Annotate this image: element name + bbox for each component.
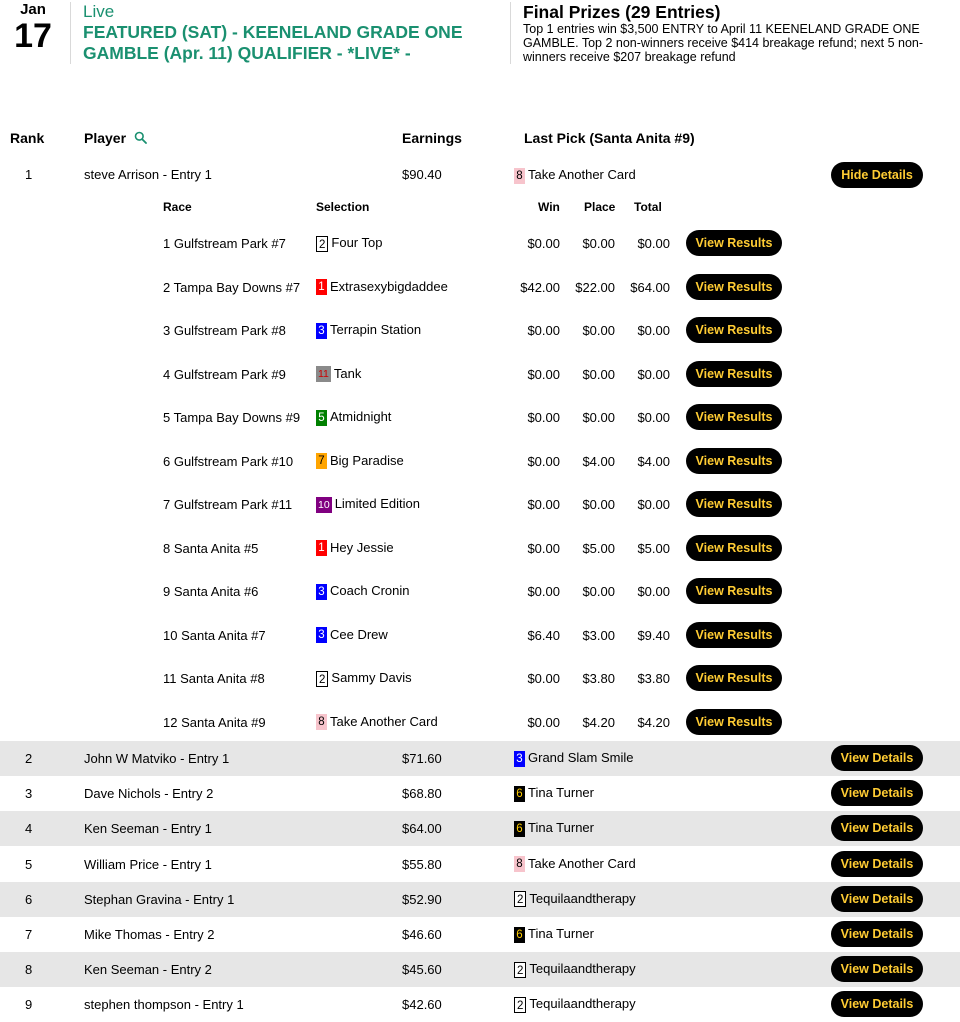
race-detail-row: [0, 578, 960, 604]
post-position-badge: 8: [514, 856, 525, 872]
view-results-button[interactable]: View Results: [686, 709, 782, 735]
horse-name: Atmidnight: [330, 409, 392, 424]
total-amount: $5.00: [637, 540, 670, 556]
last-pick-cell: [514, 961, 636, 978]
view-details-button[interactable]: View Details: [831, 780, 923, 806]
view-results-button[interactable]: View Results: [686, 274, 782, 300]
view-details-button[interactable]: View Details: [831, 921, 923, 947]
table-row[interactable]: [0, 882, 960, 917]
hide-details-button[interactable]: Hide Details: [831, 162, 923, 188]
search-icon[interactable]: [134, 131, 147, 144]
view-details-button[interactable]: View Details: [831, 815, 923, 841]
last-pick-cell: [514, 996, 636, 1013]
rank-cell: 1: [25, 167, 33, 182]
horse-name: Big Paradise: [330, 452, 404, 468]
win-amount: $0.00: [527, 714, 560, 730]
player-column-label: Player: [84, 130, 127, 146]
win-amount: $6.40: [527, 627, 560, 643]
player-name: Ken Seeman - Entry 2: [84, 962, 212, 978]
race-name: 4 Gulfstream Park #9: [163, 366, 286, 382]
race-detail-row: [0, 404, 960, 430]
total-amount: $4.20: [637, 714, 670, 730]
selection-cell: [316, 366, 361, 383]
prizes-heading: Final Prizes (29 Entries): [523, 2, 721, 22]
race-name: 2 Tampa Bay Downs #7: [163, 279, 301, 295]
total-amount: $4.00: [637, 453, 670, 469]
horse-name: Tina Turner: [528, 926, 594, 941]
view-results-button[interactable]: View Results: [686, 230, 782, 256]
post-position-badge: 8: [316, 714, 327, 730]
player-name: John W Matviko - Entry 1: [84, 751, 230, 766]
place-amount: $0.00: [582, 236, 615, 251]
prizes-block: [510, 2, 953, 64]
rank-cell: 4: [25, 821, 33, 837]
last-pick-cell: [514, 167, 636, 184]
horse-name: Extrasexybigdaddee: [330, 278, 448, 294]
last-pick-cell: [514, 891, 636, 908]
rank-cell: 5: [25, 856, 33, 872]
live-status: Live: [83, 2, 115, 21]
selection-cell: [316, 322, 421, 339]
post-position-badge: 2: [514, 962, 526, 978]
race-detail-row: [0, 665, 960, 691]
win-amount: $0.00: [527, 366, 560, 382]
rank-cell: 3: [25, 786, 33, 802]
post-position-badge: 3: [316, 584, 327, 600]
view-results-button[interactable]: View Results: [686, 535, 782, 561]
view-details-button[interactable]: View Details: [831, 745, 923, 771]
last-pick-cell: [514, 750, 633, 767]
total-subheader: Total: [634, 200, 662, 214]
post-position-badge: 8: [514, 168, 525, 184]
view-details-button[interactable]: View Details: [831, 851, 923, 877]
view-details-button[interactable]: View Details: [831, 886, 923, 912]
post-position-badge: 3: [316, 323, 327, 339]
rank-cell: 7: [25, 927, 33, 942]
place-amount: $0.00: [582, 323, 615, 338]
post-position-badge: 3: [514, 751, 525, 767]
total-amount: $0.00: [637, 236, 670, 251]
race-name: 8 Santa Anita #5: [163, 540, 259, 556]
player-name: William Price - Entry 1: [84, 856, 212, 872]
earnings-cell: $42.60: [402, 997, 442, 1013]
horse-name: Cee Drew: [330, 626, 388, 642]
selection-cell: [316, 279, 448, 296]
table-row[interactable]: [0, 847, 960, 882]
post-position-badge: 5: [316, 410, 327, 426]
race-name: 3 Gulfstream Park #8: [163, 323, 286, 338]
table-row[interactable]: [0, 811, 960, 846]
place-amount: $0.00: [582, 410, 615, 425]
horse-name: Tequilaandtherapy: [529, 996, 636, 1012]
place-amount: $3.00: [582, 627, 615, 643]
horse-name: Tina Turner: [528, 820, 594, 836]
race-name: 9 Santa Anita #6: [163, 584, 259, 599]
earnings-cell: $52.90: [402, 891, 442, 907]
race-name: 7 Gulfstream Park #11: [163, 497, 293, 512]
place-amount: $0.00: [582, 366, 615, 382]
horse-name: Limited Edition: [334, 496, 420, 511]
total-amount: $0.00: [637, 497, 670, 512]
table-row[interactable]: [0, 952, 960, 987]
view-details-button[interactable]: View Details: [831, 991, 923, 1017]
last-pick-cell: [514, 820, 594, 837]
rank-cell: 8: [25, 962, 33, 978]
win-amount: $0.00: [527, 453, 560, 469]
win-subheader: Win: [538, 200, 560, 214]
win-amount: $0.00: [527, 671, 560, 686]
place-amount: $4.00: [582, 453, 615, 469]
selection-cell: [316, 496, 420, 513]
horse-name: Tank: [333, 365, 362, 381]
player-column-header: [84, 130, 147, 146]
rank-cell: 2: [25, 751, 33, 766]
view-results-button[interactable]: View Results: [686, 665, 782, 691]
earnings-cell: $68.80: [402, 786, 442, 802]
race-name: 6 Gulfstream Park #10: [163, 453, 294, 469]
table-row[interactable]: [0, 917, 960, 952]
post-position-badge: 10: [318, 498, 330, 511]
post-position-badge: 3: [316, 627, 327, 643]
post-position-badge: 2: [514, 997, 526, 1013]
player-name: Stephan Gravina - Entry 1: [84, 891, 235, 907]
horse-name: Tequilaandtherapy: [529, 890, 636, 906]
race-detail-row: [0, 535, 960, 561]
race-detail-row: [0, 317, 960, 343]
post-position-badge: 6: [514, 821, 525, 837]
selection-cell: [316, 235, 382, 252]
earnings-cell: $55.80: [402, 856, 442, 872]
race-detail-row: [0, 709, 960, 735]
earnings-cell: $64.00: [402, 821, 442, 837]
race-detail-row: [0, 491, 960, 517]
player-name: Mike Thomas - Entry 2: [84, 927, 215, 942]
horse-name: Tina Turner: [528, 785, 594, 801]
total-amount: $0.00: [637, 366, 670, 382]
horse-name: Take Another Card: [528, 855, 636, 871]
win-amount: $0.00: [527, 540, 560, 556]
view-results-button[interactable]: View Results: [686, 448, 782, 474]
selection-cell: [316, 409, 391, 426]
horse-name: Coach Cronin: [330, 583, 410, 598]
place-amount: $22.00: [575, 279, 615, 295]
place-subheader: Place: [584, 200, 616, 214]
rank-column-header: Rank: [10, 130, 45, 146]
last-pick-column-header: Last Pick (Santa Anita #9): [524, 130, 695, 146]
contest-header: [0, 0, 960, 90]
win-amount: $0.00: [527, 236, 560, 251]
win-amount: $42.00: [520, 279, 560, 295]
earnings-cell: $90.40: [402, 167, 442, 182]
view-results-button[interactable]: View Results: [686, 317, 782, 343]
earnings-column-header: Earnings: [402, 130, 462, 146]
horse-name: Hey Jessie: [330, 539, 394, 555]
view-details-button[interactable]: View Details: [831, 956, 923, 982]
win-amount: $0.00: [527, 410, 560, 425]
view-results-button[interactable]: View Results: [686, 578, 782, 604]
post-position-badge: 2: [514, 891, 526, 907]
rank-cell: 6: [25, 891, 33, 907]
contest-date: [8, 2, 58, 54]
win-amount: $0.00: [527, 497, 560, 512]
horse-name: Grand Slam Smile: [528, 750, 634, 765]
total-amount: $0.00: [637, 584, 670, 599]
win-amount: $0.00: [527, 584, 560, 599]
selection-cell: [316, 453, 404, 470]
selection-cell: [316, 540, 394, 557]
table-row[interactable]: [0, 776, 960, 811]
horse-name: Take Another Card: [528, 167, 636, 182]
race-detail-row: [0, 448, 960, 474]
player-name: Dave Nichols - Entry 2: [84, 786, 214, 802]
horse-name: Four Top: [331, 235, 383, 250]
place-amount: $4.20: [582, 714, 615, 730]
post-position-badge: 7: [316, 453, 327, 469]
date-day: 17: [14, 17, 52, 55]
selection-cell: [316, 670, 412, 687]
post-position-badge: 11: [318, 368, 329, 381]
race-subheader: Race: [163, 200, 192, 214]
horse-name: Sammy Davis: [331, 670, 412, 685]
table-row[interactable]: [0, 741, 960, 776]
place-amount: $0.00: [582, 497, 615, 512]
prizes-text: Top 1 entries win $3,500 ENTRY to April 11 KEENELAND GRADE ONE GAMBLE. Top 2 non-winners receive $414 breakage refund; next 5 non-winners receive $207 breakage refund: [523, 22, 924, 64]
selection-cell: [316, 583, 410, 600]
view-results-button[interactable]: View Results: [686, 622, 782, 648]
date-month: Jan: [20, 1, 46, 18]
total-amount: $0.00: [637, 323, 670, 338]
last-pick-cell: [514, 926, 594, 943]
post-position-badge: 2: [316, 236, 328, 252]
race-detail-row: [0, 361, 960, 387]
post-position-badge: 1: [316, 540, 327, 556]
last-pick-cell: [514, 856, 636, 873]
player-name: steve Arrison - Entry 1: [84, 167, 212, 182]
view-results-button[interactable]: View Results: [686, 491, 782, 517]
race-name: 11 Santa Anita #8: [163, 671, 265, 686]
contest-title-block: [70, 2, 503, 64]
rank-cell: 9: [25, 997, 33, 1013]
post-position-badge: 6: [514, 927, 525, 943]
contest-title: FEATURED (SAT) - KEENELAND GRADE ONE GAMBLE (Apr. 11) QUALIFIER - *LIVE* -: [83, 22, 463, 63]
total-amount: $3.80: [637, 671, 670, 686]
last-pick-cell: [514, 785, 594, 802]
earnings-cell: $71.60: [402, 751, 442, 766]
post-position-badge: 6: [514, 786, 525, 802]
place-amount: $0.00: [582, 584, 615, 599]
player-name: stephen thompson - Entry 1: [84, 997, 244, 1013]
player-name: Ken Seeman - Entry 1: [84, 821, 212, 837]
horse-name: Terrapin Station: [330, 322, 422, 337]
place-amount: $5.00: [582, 540, 615, 556]
total-amount: $64.00: [630, 279, 670, 295]
race-detail-row: [0, 230, 960, 256]
place-amount: $3.80: [582, 671, 615, 686]
table-row[interactable]: [0, 987, 960, 1022]
total-amount: $0.00: [637, 410, 670, 425]
view-results-button[interactable]: View Results: [686, 404, 782, 430]
selection-cell: [316, 714, 438, 731]
horse-name: Take Another Card: [330, 713, 438, 729]
selection-subheader: Selection: [316, 200, 370, 214]
horse-name: Tequilaandtherapy: [529, 961, 636, 977]
post-position-badge: 2: [316, 671, 328, 687]
race-name: 12 Santa Anita #9: [163, 714, 266, 730]
race-name: 1 Gulfstream Park #7: [163, 236, 286, 251]
earnings-cell: $46.60: [402, 927, 442, 942]
selection-cell: [316, 627, 388, 644]
race-detail-row: [0, 274, 960, 300]
race-name: 5 Tampa Bay Downs #9: [163, 410, 301, 425]
total-amount: $9.40: [637, 627, 670, 643]
race-detail-row: [0, 622, 960, 648]
post-position-badge: 1: [316, 279, 327, 295]
race-name: 10 Santa Anita #7: [163, 627, 266, 643]
view-results-button[interactable]: View Results: [686, 361, 782, 387]
earnings-cell: $45.60: [402, 962, 442, 978]
win-amount: $0.00: [527, 323, 560, 338]
table-row-expanded[interactable]: [0, 162, 960, 188]
